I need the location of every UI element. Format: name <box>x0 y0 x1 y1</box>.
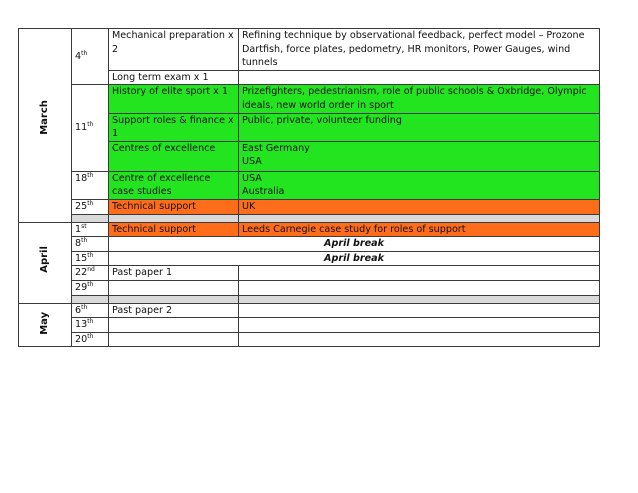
separator-row <box>19 214 600 222</box>
topic-cell: Past paper 2 <box>109 303 239 318</box>
topic-cell: History of elite sport x 1 <box>109 85 239 113</box>
schedule-table <box>18 28 600 347</box>
date-cell: 25th <box>72 199 109 214</box>
topic-cell <box>109 332 239 347</box>
month-label-may: May <box>19 303 72 347</box>
topic-cell: Long term exam x 1 <box>109 70 239 85</box>
date-cell: 11th <box>72 85 109 171</box>
table-row <box>19 199 600 214</box>
topic-cell: Centres of excellence <box>109 141 239 171</box>
date-cell: 29th <box>72 280 109 295</box>
topic-cell <box>109 280 239 295</box>
content-cell: East Germany USA <box>239 141 600 171</box>
date-cell: 15th <box>72 251 109 266</box>
topic-cell: Centre of excellence case studies <box>109 171 239 199</box>
content-cell <box>239 266 600 281</box>
break-cell: April break <box>109 251 600 266</box>
month-label-april: April <box>19 222 72 303</box>
content-cell: USA Australia <box>239 171 600 199</box>
content-cell: Refining technique by observational feedback, perfect model – Prozone Dartfish, force plates, pedometry, HR monitors, Power Gauges, wind tunnels <box>239 29 600 71</box>
topic-cell: Technical support <box>109 199 239 214</box>
table-row <box>19 332 600 347</box>
topic-cell: Support roles & finance x 1 <box>109 113 239 141</box>
content-cell <box>239 332 600 347</box>
table-row <box>19 266 600 281</box>
date-cell: 6th <box>72 303 109 318</box>
table-row <box>19 85 600 113</box>
content-cell <box>239 303 600 318</box>
table-row <box>19 251 600 266</box>
table-row <box>19 318 600 333</box>
content-cell <box>239 318 600 333</box>
table-row <box>19 171 600 199</box>
content-cell <box>239 70 600 85</box>
content-cell: UK <box>239 199 600 214</box>
topic-cell <box>109 318 239 333</box>
table-row <box>19 237 600 252</box>
content-cell <box>239 280 600 295</box>
separator-row <box>19 295 600 303</box>
date-cell: 8th <box>72 237 109 252</box>
content-cell: Leeds Carnegie case study for roles of support <box>239 222 600 237</box>
month-label-march: March <box>19 29 72 223</box>
date-cell: 22nd <box>72 266 109 281</box>
table-row <box>19 222 600 237</box>
date-cell: 1st <box>72 222 109 237</box>
topic-cell: Technical support <box>109 222 239 237</box>
content-cell: Prizefighters, pedestrianism, role of public schools & Oxbridge, Olympic ideals, new world order in sport <box>239 85 600 113</box>
content-cell: Public, private, volunteer funding <box>239 113 600 141</box>
table-row <box>19 29 600 71</box>
topic-cell: Past paper 1 <box>109 266 239 281</box>
date-cell: 4th <box>72 29 109 85</box>
table-row <box>19 303 600 318</box>
topic-cell: Mechanical preparation x 2 <box>109 29 239 71</box>
table-row <box>19 280 600 295</box>
date-cell: 20th <box>72 332 109 347</box>
date-cell: 18th <box>72 171 109 199</box>
date-cell: 13th <box>72 318 109 333</box>
break-cell: April break <box>109 237 600 252</box>
